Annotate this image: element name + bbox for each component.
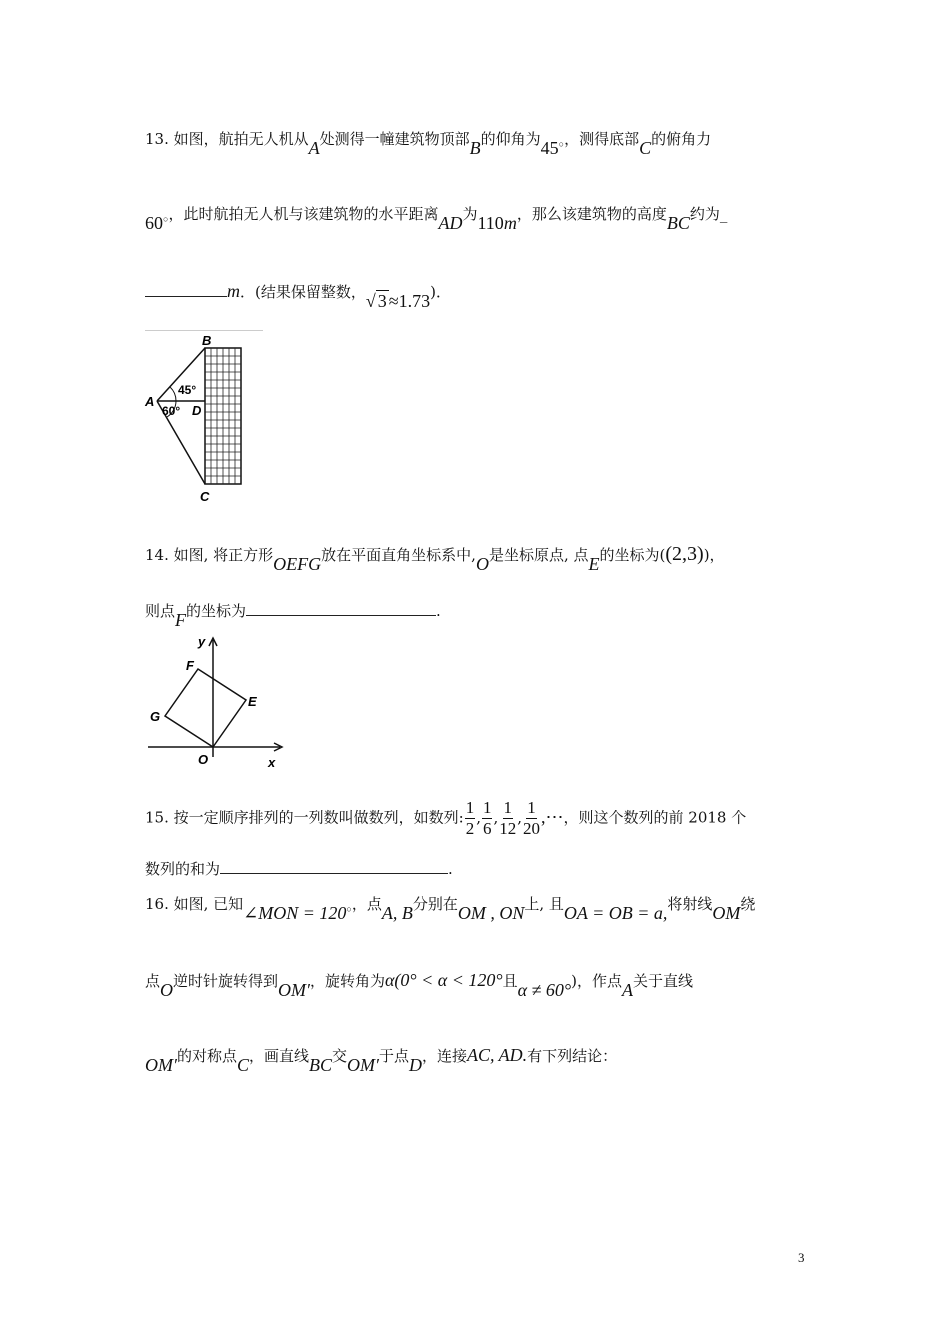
label-O: O [198,752,209,767]
square-OEFG [165,669,246,747]
figure-14-square [140,632,290,772]
label-B: B [202,333,212,348]
label-y: y [198,634,206,649]
fraction: $\frac{1}{12}$ [499,798,517,838]
fraction: $\frac{1}{2}$ [465,798,475,838]
fraction: $\frac{1}{20}$ [523,798,541,838]
label-E: E [248,694,257,709]
label-C: C [200,489,210,504]
answer-blank-13[interactable] [145,282,227,297]
q16-line-3: OM′的对称点C，画直线BC交OM′于点D，连接AC, AD.有下列结论： [145,1045,618,1075]
label-x: x [268,755,276,770]
answer-blank-14[interactable] [246,601,436,616]
q14-line-1: 14. 如图, 将正方形OEFG放在平面直角坐标系中,O是坐标原点, 点E的坐标为((2,3))， [145,543,725,574]
label-D: D [192,403,202,418]
page-number: 3 [798,1250,805,1265]
label-A: A [145,394,155,409]
label-F: F [186,658,194,673]
q14-line-2: 则点F的坐标为 . [145,602,441,630]
q15-line-2: 数列的和为 . [145,860,453,878]
divider [145,330,263,331]
angle-arc-45 [170,387,176,401]
label-45: 45° [178,383,197,397]
q16-line-2: 点O逆时针旋转得到OM′，旋转角为α(0° < α < 120°且α ≠ 60°)，作点A关于直线 [145,970,693,1000]
fraction: $\frac{1}{6}$ [482,798,492,838]
q15-line-1: 15. 按一定顺序排列的一列数叫做数列，如数列: $\frac{1}{2}$ , $\frac{1}{6}$ , $\frac{1}{12}$ , $\frac{1}{20}$ ,⋯，则这个数列的前 2018 个 [145,798,747,838]
answer-blank-15[interactable] [220,859,448,874]
q13-line-2: 60○，此时航拍无人机与该建筑物的水平距离AD为110m，那么该建筑物的高度BC约为_ [145,205,728,233]
q16-line-1: 16. 如图, 已知∠MON = 120○，点A, B分别在OM , ON上, 且OA = OB = a,将射线OM绕 [145,895,756,923]
figure-13-building [140,332,270,507]
label-G: G [150,709,161,724]
building-grid [205,348,241,484]
q13-line-1: 13. 如图，航拍无人机从A处测得一幢建筑物顶部B的仰角为45○，测得底部C的俯角力 [145,130,712,158]
label-60: 60° [162,404,181,418]
q13-line-3: m．(结果保留整数，√ 3 ≈1.73)． [145,280,451,302]
